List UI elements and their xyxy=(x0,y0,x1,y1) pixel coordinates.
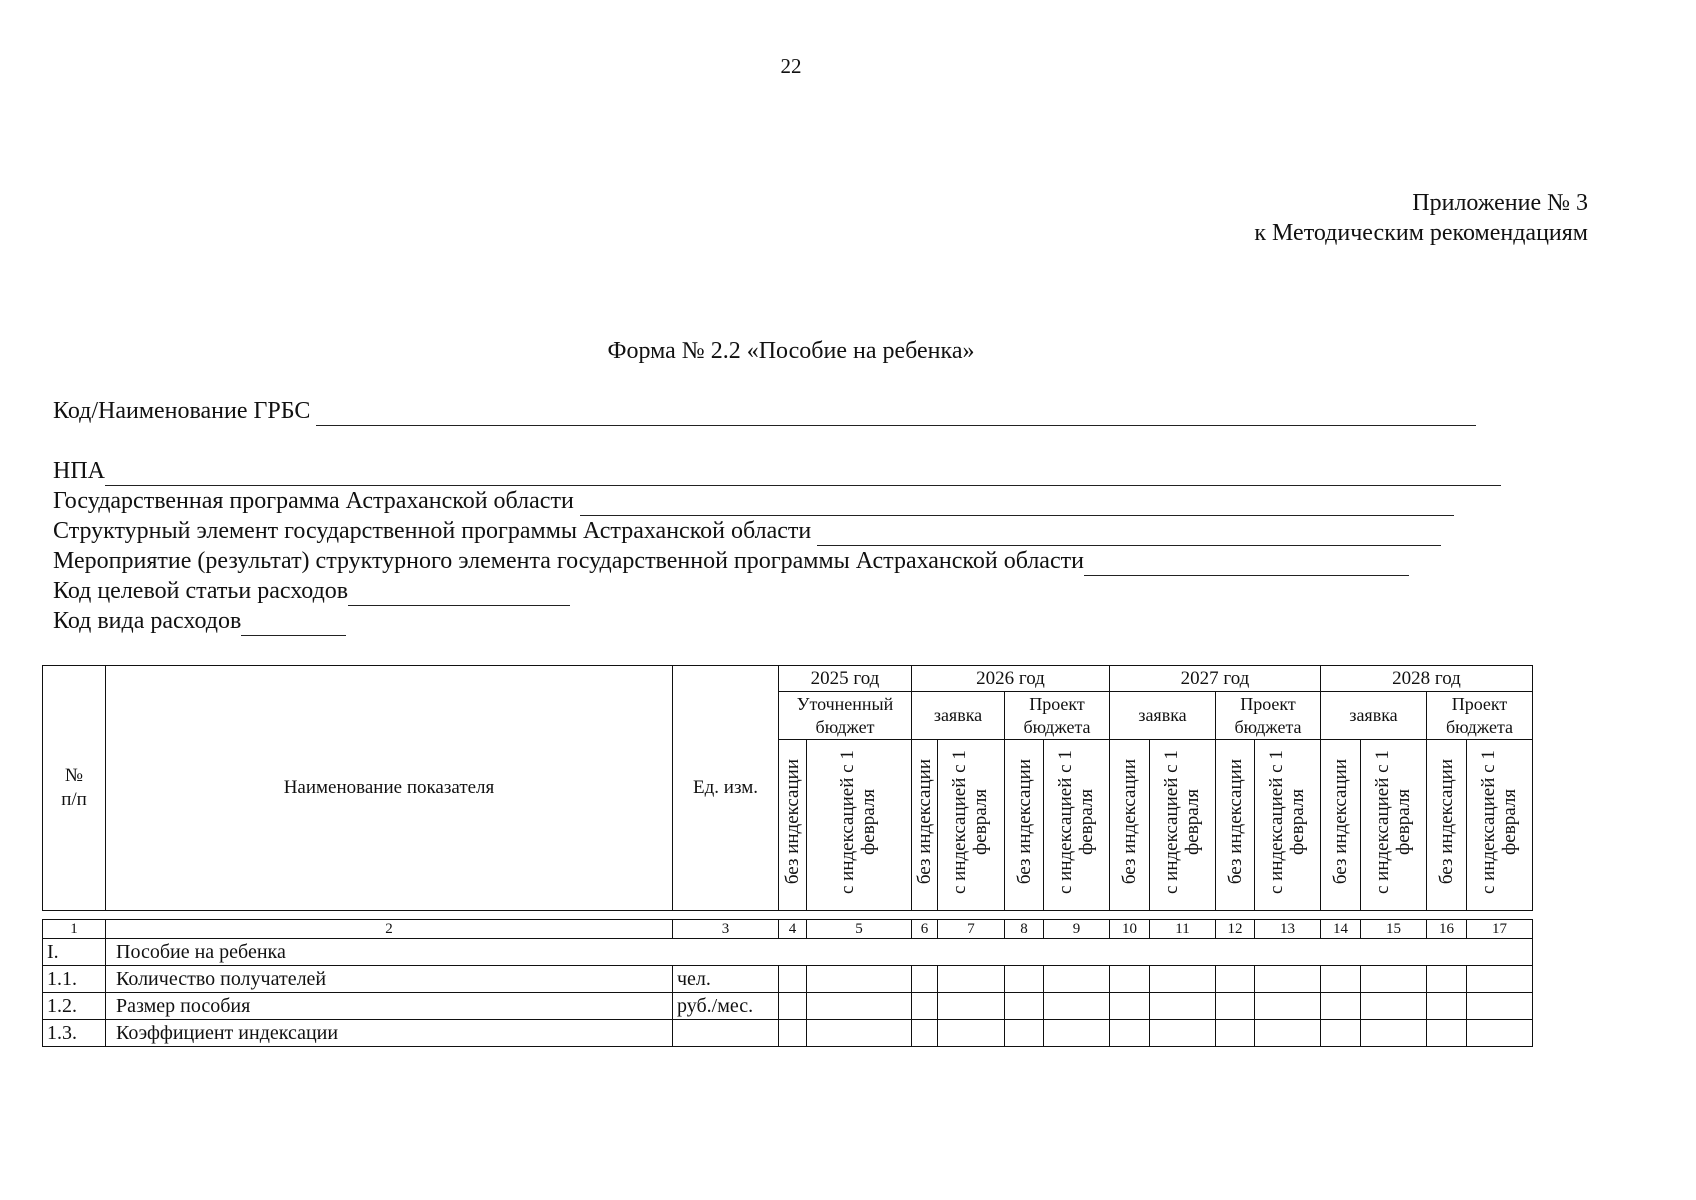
column-number: 13 xyxy=(1255,920,1321,939)
table-row xyxy=(43,1020,1533,1047)
header-year-2027: 2027 год xyxy=(1110,666,1321,692)
column-number: 10 xyxy=(1110,920,1150,939)
column-number: 2 xyxy=(106,920,673,939)
npa-label: НПА xyxy=(53,458,105,484)
data-cell[interactable] xyxy=(1321,993,1361,1020)
column-number: 17 xyxy=(1467,920,1533,939)
data-cell[interactable] xyxy=(1044,993,1110,1020)
table-row xyxy=(43,966,1533,993)
data-cell[interactable] xyxy=(1427,1020,1467,1047)
grbs-input-line[interactable] xyxy=(316,403,1476,426)
data-cell[interactable] xyxy=(807,993,912,1020)
data-cell[interactable] xyxy=(1467,966,1533,993)
event-label: Мероприятие (результат) структурного элемента государственной программы Астраханской области xyxy=(53,548,1084,574)
data-cell[interactable] xyxy=(807,1020,912,1047)
row-name: Размер пособия xyxy=(106,993,673,1020)
indicator-table xyxy=(42,665,1533,1047)
data-cell[interactable] xyxy=(779,966,807,993)
data-cell[interactable] xyxy=(1150,1020,1216,1047)
row-number: 1.3. xyxy=(43,1020,106,1047)
data-cell[interactable] xyxy=(938,993,1005,1020)
struct-element-input-line[interactable] xyxy=(817,523,1441,546)
row-unit: чел. xyxy=(673,966,779,993)
column-number: 5 xyxy=(807,920,912,939)
header-no-index: без индексации xyxy=(1321,740,1361,911)
data-cell[interactable] xyxy=(1216,1020,1255,1047)
form-title: Форма № 2.2 «Пособие на ребенка» xyxy=(607,338,975,364)
grbs-label: Код/Наименование ГРБС xyxy=(53,398,311,424)
column-number: 4 xyxy=(779,920,807,939)
data-cell[interactable] xyxy=(938,966,1005,993)
header-with-index: с индексацией с 1 февраля xyxy=(1467,740,1533,911)
data-cell[interactable] xyxy=(1044,1020,1110,1047)
row-name: Коэффициент индексации xyxy=(106,1020,673,1047)
struct-element-label: Структурный элемент государственной программы Астраханской области xyxy=(53,518,812,544)
row-number: I. xyxy=(43,939,106,966)
data-cell[interactable] xyxy=(1321,1020,1361,1047)
data-cell[interactable] xyxy=(1255,993,1321,1020)
data-cell[interactable] xyxy=(1044,966,1110,993)
subheader-draft-2028: Проект бюджета xyxy=(1427,692,1533,740)
data-cell[interactable] xyxy=(1321,966,1361,993)
row-number: 1.1. xyxy=(43,966,106,993)
npa-field xyxy=(53,456,1501,486)
header-no-index: без индексации xyxy=(912,740,938,911)
data-cell[interactable] xyxy=(807,966,912,993)
npa-input-line[interactable] xyxy=(105,463,1501,486)
data-cell[interactable] xyxy=(1005,993,1044,1020)
column-number: 9 xyxy=(1044,920,1110,939)
data-cell[interactable] xyxy=(1361,966,1427,993)
header-year-2025: 2025 год xyxy=(779,666,912,692)
kcsr-label: Код целевой статьи расходов xyxy=(53,578,349,604)
column-number: 7 xyxy=(938,920,1005,939)
data-cell[interactable] xyxy=(1255,966,1321,993)
data-cell[interactable] xyxy=(1005,966,1044,993)
column-number-row xyxy=(43,920,1533,939)
data-cell[interactable] xyxy=(1110,966,1150,993)
data-cell[interactable] xyxy=(1110,993,1150,1020)
kcsr-input-line[interactable] xyxy=(348,583,570,606)
data-cell[interactable] xyxy=(1427,993,1467,1020)
column-number: 6 xyxy=(912,920,938,939)
event-input-line[interactable] xyxy=(1084,553,1409,576)
column-number: 3 xyxy=(673,920,779,939)
kvr-label: Код вида расходов xyxy=(53,608,242,634)
data-cell[interactable] xyxy=(1361,1020,1427,1047)
event-field xyxy=(53,546,1409,576)
column-number: 11 xyxy=(1150,920,1216,939)
subheader-request-2026: заявка xyxy=(912,692,1005,740)
data-cell[interactable] xyxy=(1467,993,1533,1020)
grbs-field xyxy=(53,396,1476,426)
struct-element-field xyxy=(53,516,1441,546)
data-cell[interactable] xyxy=(1427,966,1467,993)
appendix-heading xyxy=(1254,188,1588,248)
data-cell[interactable] xyxy=(912,993,938,1020)
header-with-index: с индексацией с 1 февраля xyxy=(1150,740,1216,911)
column-number: 1 xyxy=(43,920,106,939)
data-cell[interactable] xyxy=(938,1020,1005,1047)
row-name: Пособие на ребенка xyxy=(106,939,1533,966)
row-unit xyxy=(673,1020,779,1047)
table-row xyxy=(43,939,1533,966)
kcsr-field xyxy=(53,576,570,606)
data-cell[interactable] xyxy=(779,993,807,1020)
header-with-index: с индексацией с 1 февраля xyxy=(1361,740,1427,911)
subheader-draft-2026: Проект бюджета xyxy=(1005,692,1110,740)
column-number: 8 xyxy=(1005,920,1044,939)
header-no-index: без индексации xyxy=(1216,740,1255,911)
subheader-refined-budget: Уточненный бюджет xyxy=(779,692,912,740)
header-with-index: с индексацией с 1 февраля xyxy=(1044,740,1110,911)
gov-program-input-line[interactable] xyxy=(580,493,1454,516)
table-row xyxy=(43,993,1533,1020)
header-no-index: без индексации xyxy=(1427,740,1467,911)
data-cell[interactable] xyxy=(1361,993,1427,1020)
header-no-index: без индексации xyxy=(1005,740,1044,911)
data-cell[interactable] xyxy=(1467,1020,1533,1047)
header-no-index: без индексации xyxy=(779,740,807,911)
column-number: 12 xyxy=(1216,920,1255,939)
header-year-2026: 2026 год xyxy=(912,666,1110,692)
data-cell[interactable] xyxy=(1150,993,1216,1020)
data-cell[interactable] xyxy=(1255,1020,1321,1047)
page-number: 22 xyxy=(780,54,802,78)
header-num: № п/п xyxy=(43,666,106,911)
data-cell[interactable] xyxy=(1005,1020,1044,1047)
gov-program-label: Государственная программа Астраханской области xyxy=(53,488,574,514)
data-cell[interactable] xyxy=(1150,966,1216,993)
column-number: 16 xyxy=(1427,920,1467,939)
header-unit: Ед. изм. xyxy=(673,666,779,911)
column-number: 14 xyxy=(1321,920,1361,939)
subheader-request-2028: заявка xyxy=(1321,692,1427,740)
header-with-index: с индексацией с 1 февраля xyxy=(807,740,912,911)
data-cell[interactable] xyxy=(1110,1020,1150,1047)
header-with-index: с индексацией с 1 февраля xyxy=(938,740,1005,911)
data-cell[interactable] xyxy=(779,1020,807,1047)
row-name: Количество получателей xyxy=(106,966,673,993)
gov-program-field xyxy=(53,486,1454,516)
data-cell[interactable] xyxy=(912,1020,938,1047)
appendix-line-1: Приложение № 3 xyxy=(1412,190,1588,216)
row-number: 1.2. xyxy=(43,993,106,1020)
header-name: Наименование показателя xyxy=(106,666,673,911)
column-number: 15 xyxy=(1361,920,1427,939)
subheader-draft-2027: Проект бюджета xyxy=(1216,692,1321,740)
appendix-line-2: к Методическим рекомендациям xyxy=(1254,220,1588,246)
data-cell[interactable] xyxy=(1216,993,1255,1020)
data-cell[interactable] xyxy=(912,966,938,993)
data-cell[interactable] xyxy=(1216,966,1255,993)
kvr-field xyxy=(53,606,346,636)
header-no-index: без индексации xyxy=(1110,740,1150,911)
header-with-index: с индексацией с 1 февраля xyxy=(1255,740,1321,911)
row-unit: руб./мес. xyxy=(673,993,779,1020)
kvr-input-line[interactable] xyxy=(241,613,346,636)
header-year-2028: 2028 год xyxy=(1321,666,1533,692)
subheader-request-2027: заявка xyxy=(1110,692,1216,740)
